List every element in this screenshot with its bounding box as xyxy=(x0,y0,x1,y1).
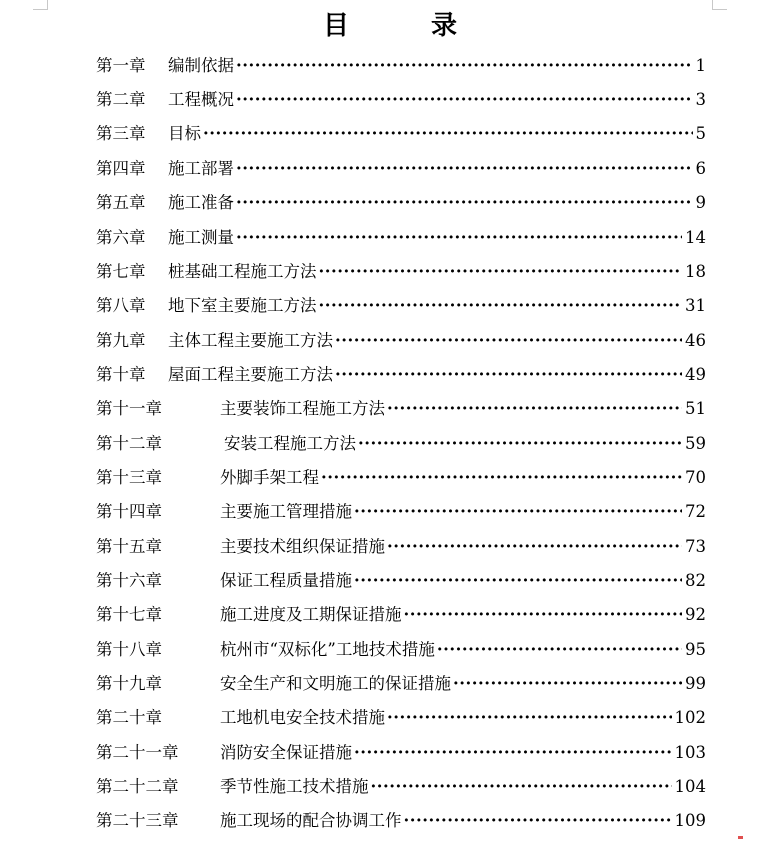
toc-dot-leader xyxy=(358,431,682,457)
toc-chapter-title: 主要施工管理措施 xyxy=(220,502,352,521)
toc-chapter-number: 第十六章 xyxy=(96,571,162,590)
toc-page-number: 18 xyxy=(685,262,706,281)
toc-entry-leader xyxy=(168,328,706,354)
toc-chapter-number: 第五章 xyxy=(96,193,146,212)
toc-chapter-number: 第二十三章 xyxy=(96,811,179,830)
toc-page-number: 5 xyxy=(695,124,706,143)
toc-dot-leader xyxy=(319,259,683,285)
toc-chapter-title: 桩基础工程施工方法 xyxy=(168,262,317,281)
toc-entry[interactable] xyxy=(96,740,706,766)
toc-dot-leader xyxy=(236,190,693,216)
toc-entry-leader xyxy=(168,121,706,147)
toc-dot-leader xyxy=(335,328,682,354)
toc-dot-leader xyxy=(236,225,682,251)
toc-entry[interactable] xyxy=(96,705,706,731)
toc-dot-leader xyxy=(321,465,682,491)
toc-chapter-number: 第十七章 xyxy=(96,605,162,624)
toc-dot-leader xyxy=(387,534,682,560)
toc-chapter-number: 第十九章 xyxy=(96,674,162,693)
toc-chapter-number: 第十四章 xyxy=(96,502,162,521)
toc-page-number: 99 xyxy=(685,674,706,693)
toc-entry[interactable] xyxy=(96,87,706,113)
toc-chapter-title: 施工现场的配合协调工作 xyxy=(220,811,402,830)
toc-entry[interactable] xyxy=(96,225,706,251)
toc-chapter-number: 第十三章 xyxy=(96,468,162,487)
toc-page-number: 6 xyxy=(695,159,706,178)
toc-page-number: 3 xyxy=(695,90,706,109)
toc-entry-leader xyxy=(168,53,706,79)
toc-chapter-title: 保证工程质量措施 xyxy=(220,571,352,590)
toc-chapter-title: 施工测量 xyxy=(168,228,234,247)
toc-chapter-number: 第七章 xyxy=(96,262,146,281)
toc-entry[interactable] xyxy=(96,568,706,594)
cursor-mark xyxy=(738,836,743,839)
toc-entry-leader xyxy=(220,808,706,834)
title-char-1: 目 xyxy=(322,11,349,41)
toc-chapter-title: 消防安全保证措施 xyxy=(220,743,352,762)
toc-dot-leader xyxy=(387,396,682,422)
toc-entry-leader xyxy=(220,396,706,422)
title-char-2: 录 xyxy=(431,11,458,41)
toc-entry-leader xyxy=(220,534,706,560)
toc-dot-leader xyxy=(404,808,672,834)
toc-chapter-title: 施工部署 xyxy=(168,159,234,178)
toc-dot-leader xyxy=(236,156,693,182)
toc-chapter-number: 第十章 xyxy=(96,365,146,384)
toc-dot-leader xyxy=(236,53,693,79)
toc-entry-leader xyxy=(220,705,706,731)
toc-entry-leader xyxy=(168,293,706,319)
toc-chapter-title: 工程概况 xyxy=(168,90,234,109)
toc-dot-leader xyxy=(387,705,672,731)
toc-chapter-title: 地下室主要施工方法 xyxy=(168,296,317,315)
toc-dot-leader xyxy=(404,602,683,628)
toc-chapter-number: 第十一章 xyxy=(96,399,162,418)
toc-page-number: 46 xyxy=(685,331,706,350)
toc-dot-leader xyxy=(203,121,693,147)
toc-chapter-title: 外脚手架工程 xyxy=(220,468,319,487)
toc-chapter-title: 安装工程施工方法 xyxy=(224,434,356,453)
toc-entry-leader xyxy=(224,431,706,457)
toc-page-number: 109 xyxy=(674,811,706,830)
toc-entry-leader xyxy=(220,740,706,766)
toc-entry[interactable] xyxy=(96,259,706,285)
toc-entry[interactable] xyxy=(96,774,706,800)
toc-page-number: 14 xyxy=(685,228,706,247)
toc-chapter-title: 杭州市“双标化”工地技术措施 xyxy=(220,640,435,659)
toc-entry[interactable] xyxy=(96,465,706,491)
toc-dot-leader xyxy=(371,774,672,800)
toc-chapter-title: 编制依据 xyxy=(168,56,234,75)
toc-chapter-number: 第十二章 xyxy=(96,434,162,453)
toc-chapter-number: 第八章 xyxy=(96,296,146,315)
page-title xyxy=(0,8,780,44)
toc-chapter-title: 主要技术组织保证措施 xyxy=(220,537,385,556)
toc-entry-leader xyxy=(168,362,706,388)
toc-entry[interactable] xyxy=(96,808,706,834)
toc-chapter-title: 施工准备 xyxy=(168,193,234,212)
toc-entry[interactable] xyxy=(96,499,706,525)
toc-page-number: 59 xyxy=(685,434,706,453)
toc-entry-leader xyxy=(220,465,706,491)
toc-page-number: 73 xyxy=(685,537,706,556)
toc-entry[interactable] xyxy=(96,53,706,79)
toc-chapter-number: 第九章 xyxy=(96,331,146,350)
toc-page-number: 31 xyxy=(685,296,706,315)
toc-entry[interactable] xyxy=(96,121,706,147)
toc-chapter-title: 主要装饰工程施工方法 xyxy=(220,399,385,418)
toc-entry-leader xyxy=(168,87,706,113)
toc-dot-leader xyxy=(319,293,683,319)
toc-dot-leader xyxy=(236,87,693,113)
toc-entry[interactable] xyxy=(96,637,706,663)
toc-chapter-number: 第十八章 xyxy=(96,640,162,659)
toc-chapter-number: 第一章 xyxy=(96,56,146,75)
toc-dot-leader xyxy=(354,740,672,766)
toc-page-number: 51 xyxy=(685,399,706,418)
toc-entry-leader xyxy=(168,156,706,182)
toc-entry-leader xyxy=(168,190,706,216)
toc-entry[interactable] xyxy=(96,431,706,457)
toc-entry-leader xyxy=(220,774,706,800)
toc-dot-leader xyxy=(437,637,682,663)
toc-chapter-title: 安全生产和文明施工的保证措施 xyxy=(220,674,451,693)
toc-entry-leader xyxy=(220,637,706,663)
toc-entry[interactable] xyxy=(96,534,706,560)
toc-entry-leader xyxy=(220,568,706,594)
toc-chapter-number: 第二章 xyxy=(96,90,146,109)
toc-chapter-title: 工地机电安全技术措施 xyxy=(220,708,385,727)
toc-chapter-title: 施工进度及工期保证措施 xyxy=(220,605,402,624)
toc-chapter-title: 目标 xyxy=(168,124,201,143)
toc-chapter-number: 第六章 xyxy=(96,228,146,247)
toc-entry[interactable] xyxy=(96,328,706,354)
toc-entry-leader xyxy=(168,259,706,285)
toc-chapter-number: 第三章 xyxy=(96,124,146,143)
toc-entry-leader xyxy=(220,671,706,697)
toc-entry[interactable] xyxy=(96,602,706,628)
toc-page-number: 82 xyxy=(685,571,706,590)
toc-entry-leader xyxy=(168,225,706,251)
toc-chapter-title: 季节性施工技术措施 xyxy=(220,777,369,796)
toc-chapter-number: 第二十一章 xyxy=(96,743,179,762)
toc-chapter-title: 主体工程主要施工方法 xyxy=(168,331,333,350)
toc-entry[interactable] xyxy=(96,156,706,182)
toc-dot-leader xyxy=(335,362,682,388)
toc-chapter-number: 第十五章 xyxy=(96,537,162,556)
toc-entry-leader xyxy=(220,499,706,525)
toc-page-number: 9 xyxy=(695,193,706,212)
toc-entry[interactable] xyxy=(96,396,706,422)
toc-dot-leader xyxy=(354,568,682,594)
toc-page-number: 103 xyxy=(674,743,706,762)
toc-entry[interactable] xyxy=(96,362,706,388)
toc-chapter-title: 屋面工程主要施工方法 xyxy=(168,365,333,384)
toc-entry[interactable] xyxy=(96,671,706,697)
toc-entry-leader xyxy=(220,602,706,628)
toc-page-number: 49 xyxy=(685,365,706,384)
toc-chapter-number: 第二十二章 xyxy=(96,777,179,796)
toc-page-number: 1 xyxy=(695,56,706,75)
toc-page-number: 70 xyxy=(685,468,706,487)
toc-page-number: 95 xyxy=(685,640,706,659)
toc-page-number: 102 xyxy=(674,708,706,727)
toc-entry[interactable] xyxy=(96,293,706,319)
toc-dot-leader xyxy=(453,671,682,697)
toc-dot-leader xyxy=(354,499,682,525)
toc-page-number: 92 xyxy=(685,605,706,624)
toc-entry[interactable] xyxy=(96,190,706,216)
toc-chapter-number: 第二十章 xyxy=(96,708,162,727)
toc-page-number: 104 xyxy=(674,777,706,796)
toc-chapter-number: 第四章 xyxy=(96,159,146,178)
toc-page-number: 72 xyxy=(685,502,706,521)
